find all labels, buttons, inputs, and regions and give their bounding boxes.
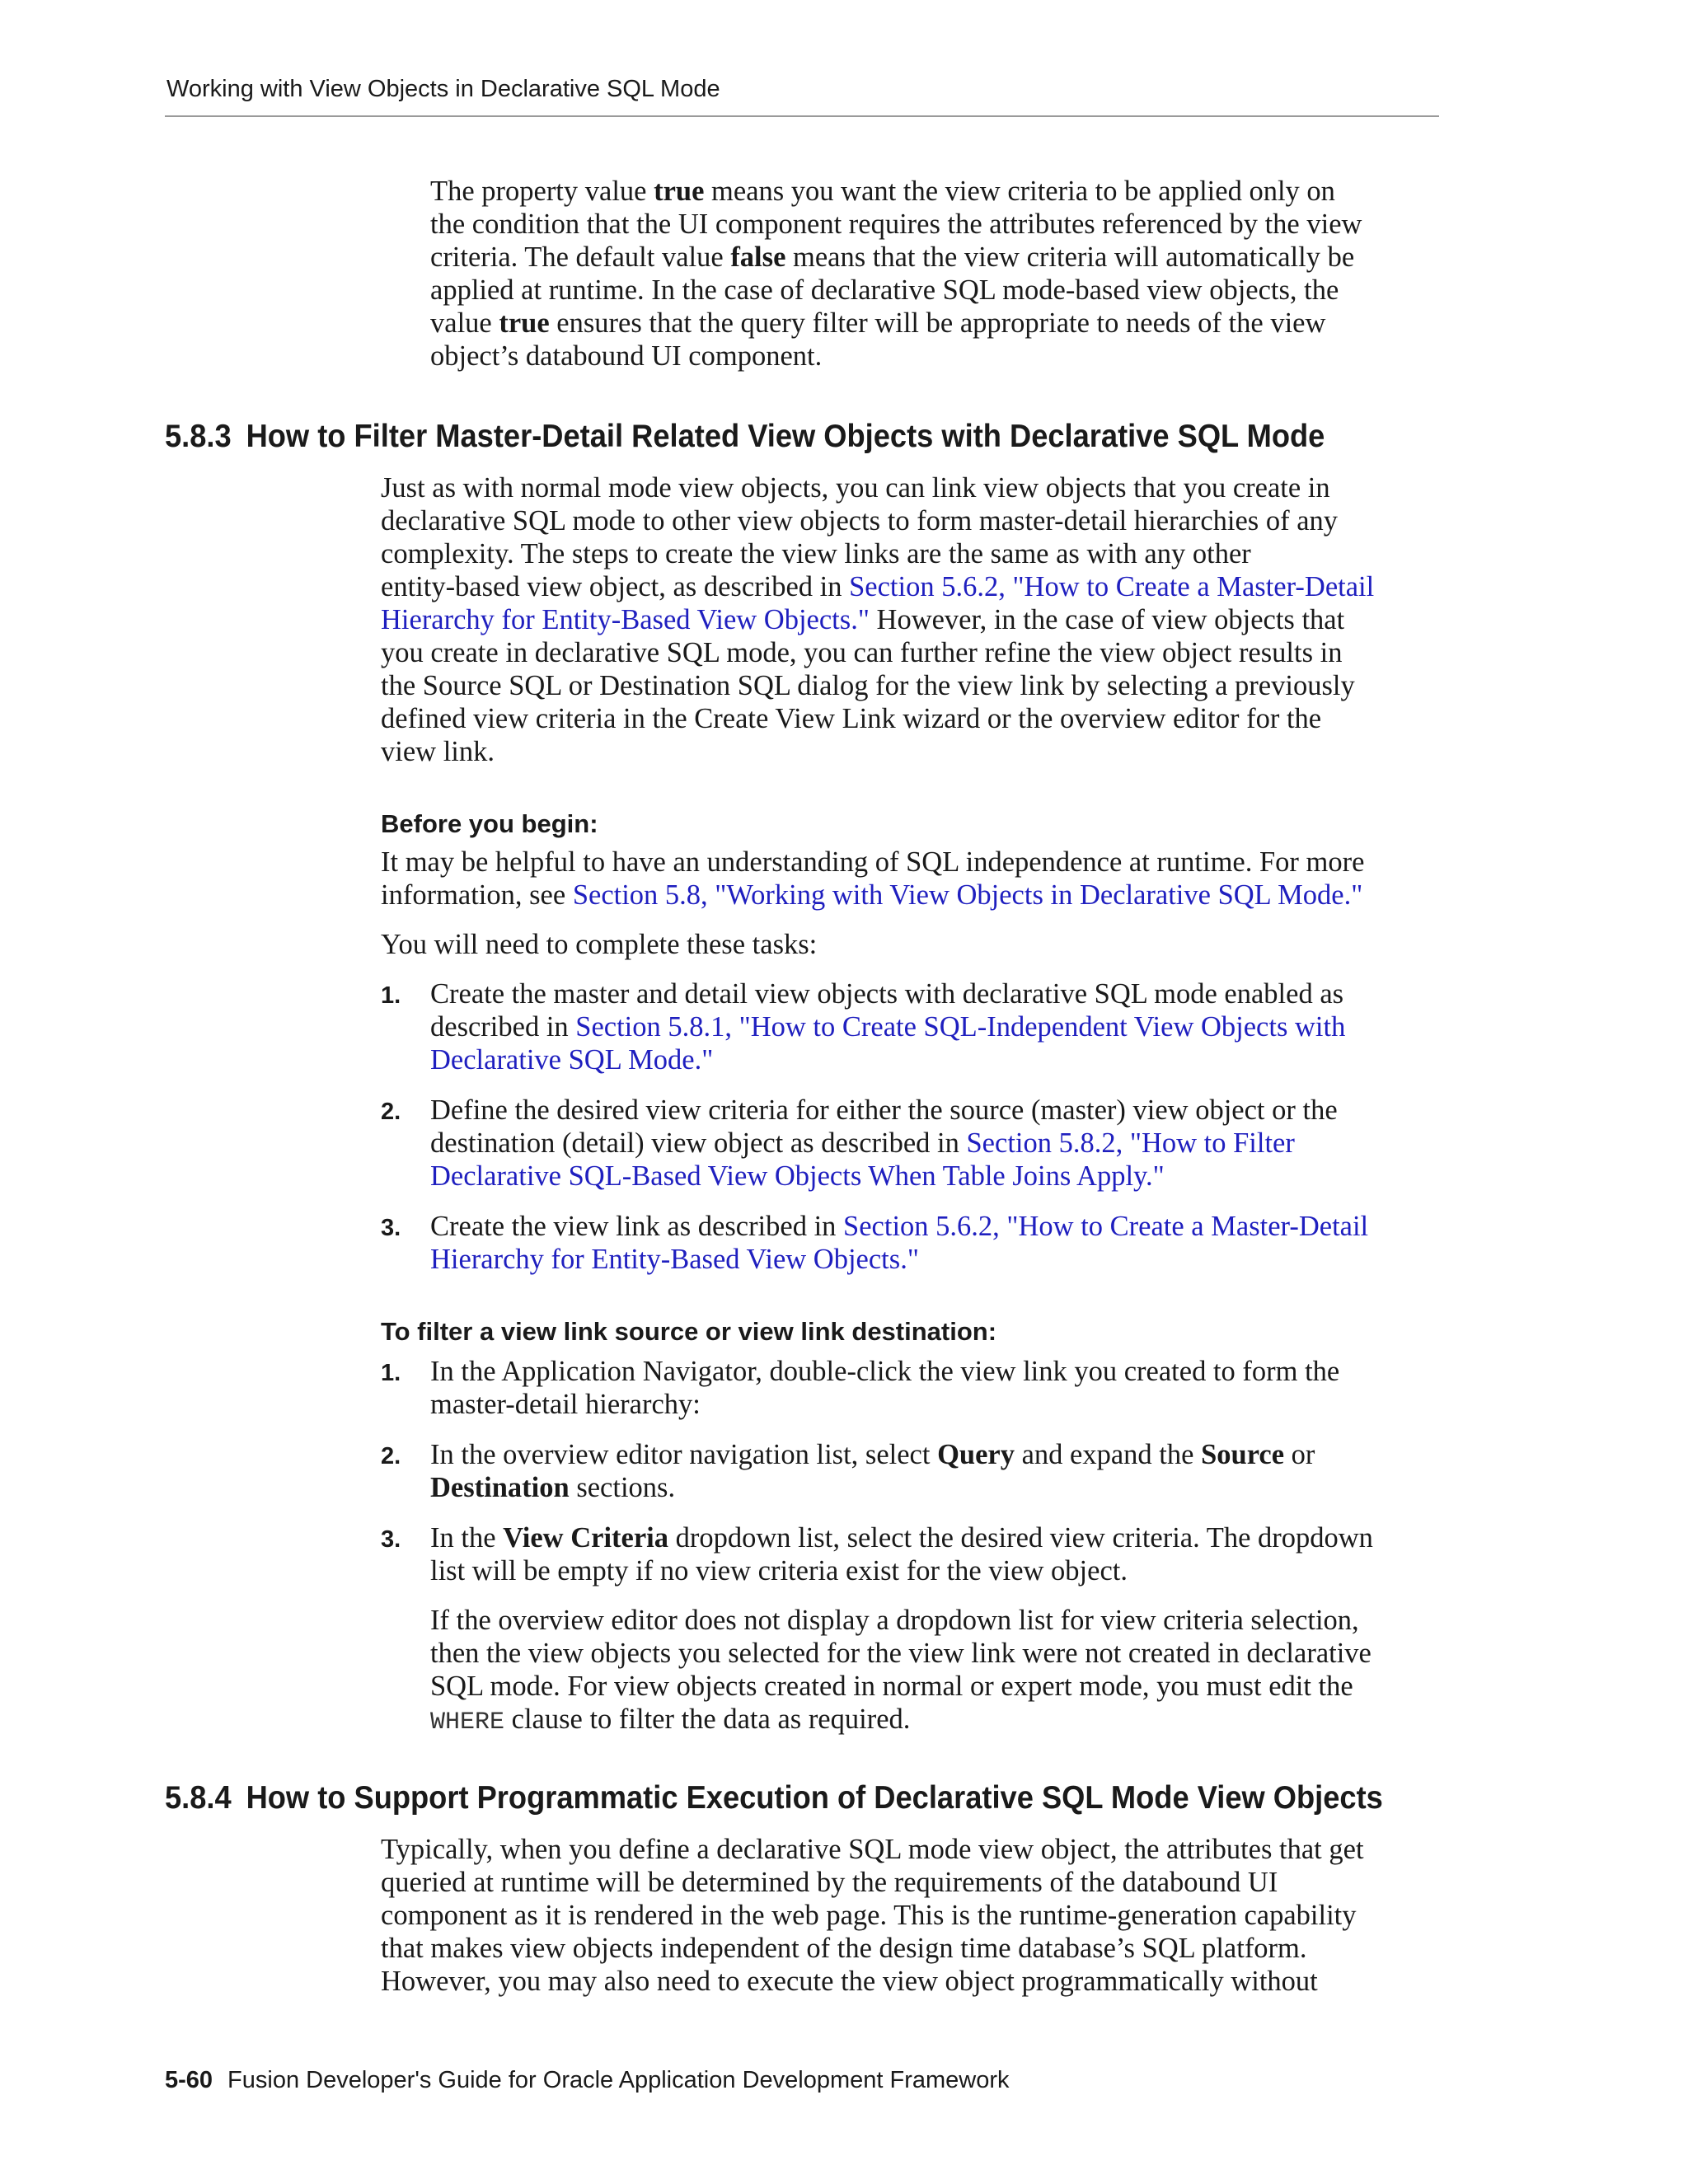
- xref-link-section-582-cont[interactable]: Declarative SQL-Based View Objects When Table Joins Apply.": [430, 1160, 1165, 1192]
- step-number: 3.: [381, 1526, 401, 1553]
- step-number: 2.: [381, 1443, 401, 1469]
- section-583-paragraph: Just as with normal mode view objects, you can link view objects that you create in declarative SQL mode to other view objects to form master-detail hierarchies of any complexity. The steps to create the view links are the same as with any other entity-based view object, as described in Section 5.6.2, "How to Create a Master-Detail Hierarchy for Entity-Based View Objects." However, in the case of view objects that you create in declarative SQL mode, you can further refine the view object results in the Source SQL or Destination SQL dialog for the view link by selecting a previously defined view criteria in the Create View Link wizard or the overview editor for the view link.: [381, 472, 1375, 767]
- task-item: Create the master and detail view objects with declarative SQL mode enabled as described in Section 5.8.1, "How to Create SQL-Independent View Objects with Declarative SQL Mode.": [430, 978, 1346, 1076]
- section-title: How to Support Programmatic Execution of Declarative SQL Mode View Objects: [246, 1780, 1383, 1816]
- step-note: If the overview editor does not display a dropdown list for view criteria selection, then the view objects you selected for the view link were not created in declarative SQL mode. For view objects created in normal or expert mode, you must edit the WHERE clause to filter the data as required.: [430, 1605, 1372, 1736]
- header-divider: [165, 115, 1439, 117]
- step-item: In the overview editor navigation list, select Query and expand the Source or Destination sections.: [430, 1439, 1315, 1503]
- tasks-intro: You will need to complete these tasks:: [381, 929, 818, 960]
- section-584-paragraph: Typically, when you define a declarative SQL mode view object, the attributes that get queried at runtime will be determined by the requirements of the databound UI component as it is rendered in the web page. This is the runtime-generation capability that makes view objects independent of the design time database’s SQL platform. However, you may also need to execute the view object programmatically without: [381, 1834, 1364, 1997]
- xref-link-section-562-b[interactable]: Section 5.6.2, "How to Create a Master-Detail: [843, 1211, 1369, 1242]
- section-heading-583: [165, 419, 1325, 455]
- section-title: How to Filter Master-Detail Related View Objects with Declarative SQL Mode: [246, 419, 1325, 454]
- book-title: Fusion Developer's Guide for Oracle Application Development Framework: [227, 2067, 1010, 2093]
- section-number: 5.8.4: [165, 1780, 232, 1816]
- xref-link-section-562-b-cont[interactable]: Hierarchy for Entity-Based View Objects.": [430, 1244, 919, 1275]
- xref-link-section-582[interactable]: Section 5.8.2, "How to Filter: [966, 1127, 1295, 1159]
- step-number: 1.: [381, 1360, 401, 1386]
- section-number: 5.8.3: [165, 419, 232, 454]
- xref-link-section-562[interactable]: Section 5.6.2, "How to Create a Master-Detail: [849, 571, 1375, 602]
- step-item: In the Application Navigator, double-click the view link you created to form the master-detail hierarchy:: [430, 1356, 1340, 1420]
- page-number: 5-60: [165, 2067, 213, 2093]
- xref-link-section-581-cont[interactable]: Declarative SQL Mode.": [430, 1044, 714, 1076]
- before-you-begin-paragraph: It may be helpful to have an understanding of SQL independence at runtime. For more information, see Section 5.8, "Working with View Objects in Declarative SQL Mode.": [381, 846, 1365, 911]
- xref-link-section-58[interactable]: Section 5.8, "Working with View Objects in Declarative SQL Mode.": [572, 879, 1363, 911]
- code-where: WHERE: [430, 1708, 505, 1736]
- step-item: In the View Criteria dropdown list, select the desired view criteria. The dropdown list will be empty if no view criteria exist for the view object.: [430, 1522, 1373, 1586]
- xref-link-section-581[interactable]: Section 5.8.1, "How to Create SQL-Independent View Objects with: [575, 1011, 1346, 1043]
- xref-link-section-562-cont[interactable]: Hierarchy for Entity-Based View Objects.": [381, 604, 870, 635]
- task-item: Create the view link as described in Section 5.6.2, "How to Create a Master-Detail Hierarchy for Entity-Based View Objects.": [430, 1211, 1369, 1275]
- task-number: 3.: [381, 1215, 401, 1241]
- procedure-label: To filter a view link source or view link destination:: [381, 1317, 997, 1346]
- task-number: 1.: [381, 982, 401, 1009]
- intro-paragraph: The property value true means you want the view criteria to be applied only on the condition that the UI component requires the attributes referenced by the view criteria. The default value false means that the view criteria will automatically be applied at runtime. In the case of declarative SQL mode-based view objects, the value true ensures that the query filter will be appropriate to needs of the view object’s databound UI component.: [430, 176, 1362, 372]
- running-header: Working with View Objects in Declarative SQL Mode: [166, 76, 720, 102]
- page-footer: [165, 2067, 1010, 2094]
- task-item: Define the desired view criteria for either the source (master) view object or the destination (detail) view object as described in Section 5.8.2, "How to Filter Declarative SQL-Based View Objects When Table Joins Apply.": [430, 1094, 1338, 1192]
- section-heading-584: [165, 1780, 1383, 1816]
- task-number: 2.: [381, 1099, 401, 1125]
- before-you-begin-label: Before you begin:: [381, 809, 598, 838]
